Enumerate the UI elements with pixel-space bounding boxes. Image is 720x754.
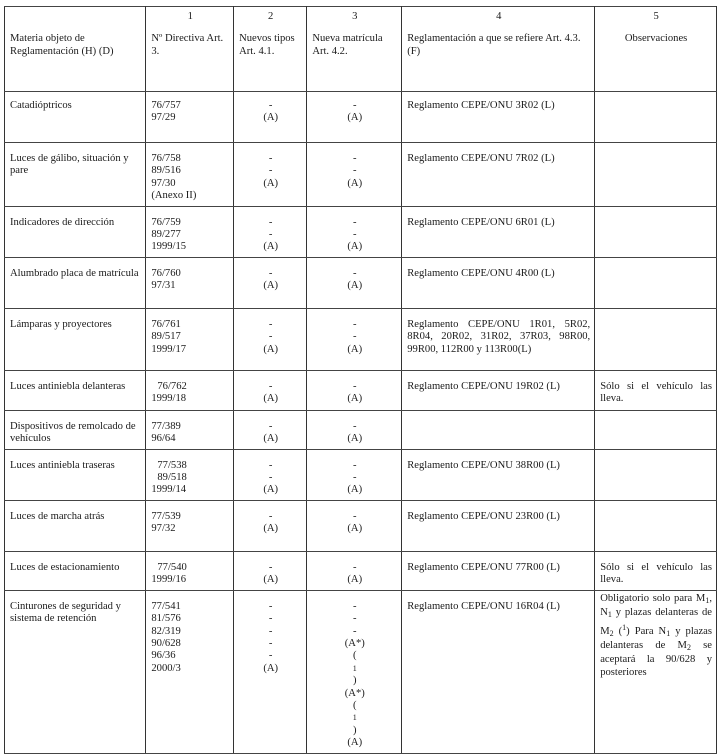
row-directives bbox=[146, 206, 234, 257]
directive-number: 97/29 bbox=[151, 112, 176, 124]
col-number-2: 2 bbox=[268, 11, 274, 22]
row-new-types bbox=[234, 551, 307, 590]
row-subject: Dispositivos de remolcado de vehículos bbox=[5, 410, 146, 449]
header-regulation-label: Reglamentación a que se refiere Art. 4.3. (F) bbox=[407, 33, 581, 57]
table-row bbox=[5, 206, 717, 257]
row-regulation: Reglamento CEPE/ONU 23R00 (L) bbox=[402, 500, 595, 551]
row-subject: Indicadores de dirección bbox=[5, 206, 146, 257]
row-subject: Luces antiniebla traseras bbox=[5, 449, 146, 500]
row-observations bbox=[595, 257, 717, 308]
header-new-types-label: Nuevos tipos Art. 4.1. bbox=[239, 33, 295, 57]
row-new-types bbox=[234, 206, 307, 257]
table-body bbox=[5, 92, 717, 754]
new-type-value: (A) bbox=[263, 280, 279, 292]
directive-number: 76/759 bbox=[151, 216, 181, 228]
header-row bbox=[5, 7, 717, 92]
row-observations bbox=[595, 410, 717, 449]
row-directives bbox=[146, 143, 234, 207]
directive-number: 77/540 bbox=[157, 561, 187, 573]
row-new-types bbox=[234, 449, 307, 500]
new-type-value: (A) bbox=[263, 343, 279, 355]
row-new-types bbox=[234, 257, 307, 308]
directive-number: 89/517 bbox=[151, 331, 181, 343]
directive-number: 1999/16 bbox=[151, 574, 187, 586]
row-regulation: Reglamento CEPE/ONU 4R00 (L) bbox=[402, 257, 595, 308]
table-row bbox=[5, 92, 717, 143]
new-registration-value: - bbox=[353, 472, 357, 484]
new-type-value: - bbox=[268, 100, 273, 111]
header-observations bbox=[595, 7, 717, 92]
directive-number: 1999/17 bbox=[151, 343, 187, 355]
new-registration-value: (A) bbox=[347, 112, 363, 124]
row-subject: Luces de estacionamiento bbox=[5, 551, 146, 590]
new-registration-value: - bbox=[353, 153, 357, 164]
row-regulation: Reglamento CEPE/ONU 6R01 (L) bbox=[402, 206, 595, 257]
row-new-types bbox=[234, 590, 307, 753]
directive-number: 89/277 bbox=[151, 229, 181, 241]
new-registration-value: - bbox=[353, 510, 357, 522]
col-number-3: 3 bbox=[352, 11, 358, 22]
row-directives bbox=[146, 92, 234, 143]
directive-number: 97/30 bbox=[151, 177, 176, 189]
new-type-value: - bbox=[268, 459, 273, 471]
new-registration-value: (A) bbox=[347, 177, 363, 189]
new-registration-value: (A*) ( 1 ) bbox=[344, 687, 365, 736]
directive-number: 1999/14 bbox=[151, 484, 187, 496]
table-row bbox=[5, 590, 717, 753]
row-subject: Luces de marcha atrás bbox=[5, 500, 146, 551]
new-registration-value: - bbox=[353, 613, 357, 625]
new-registration-value: (A) bbox=[347, 737, 363, 749]
directive-number: 76/758 bbox=[151, 153, 181, 164]
new-type-value: - bbox=[268, 625, 273, 637]
row-subject: Luces antiniebla delanteras bbox=[5, 370, 146, 410]
row-new-registration bbox=[307, 410, 402, 449]
directive-number: 97/31 bbox=[151, 280, 176, 292]
directive-number: 89/516 bbox=[151, 165, 181, 177]
header-directive bbox=[146, 7, 234, 92]
directive-number: (Anexo II) bbox=[151, 190, 197, 202]
col-number-4: 4 bbox=[496, 11, 502, 22]
new-registration-value: - bbox=[353, 625, 357, 637]
row-regulation: Reglamento CEPE/ONU 3R02 (L) bbox=[402, 92, 595, 143]
new-registration-value: - bbox=[353, 331, 357, 343]
col-number-1: 1 bbox=[187, 11, 193, 22]
new-registration-value: - bbox=[353, 318, 357, 330]
row-subject: Cinturones de seguridad y sistema de retención bbox=[5, 590, 146, 753]
new-type-value: - bbox=[268, 165, 273, 177]
new-registration-value: - bbox=[353, 267, 357, 279]
new-registration-value: (A*) ( 1 ) bbox=[344, 637, 365, 687]
regulation-table bbox=[4, 6, 717, 754]
new-registration-value: - bbox=[353, 100, 357, 111]
new-type-value: (A) bbox=[263, 662, 279, 674]
new-type-value: - bbox=[268, 267, 273, 279]
row-new-types bbox=[234, 500, 307, 551]
directive-number: 77/538 bbox=[157, 459, 187, 471]
directive-number: 77/541 bbox=[151, 600, 181, 612]
directive-number: 76/761 bbox=[151, 318, 181, 330]
new-type-value: - bbox=[268, 216, 273, 228]
table-row bbox=[5, 500, 717, 551]
row-observations: Sólo si el vehículo las lleva. bbox=[595, 370, 717, 410]
row-observations bbox=[595, 500, 717, 551]
row-new-registration bbox=[307, 551, 402, 590]
row-directives bbox=[146, 500, 234, 551]
table-row bbox=[5, 449, 717, 500]
header-new-registration-label: Nueva matrícula Art. 4.2. bbox=[312, 33, 383, 57]
new-type-value: - bbox=[268, 613, 273, 625]
directive-number: 96/36 bbox=[151, 650, 176, 662]
new-type-value: (A) bbox=[263, 574, 279, 586]
directive-number: 1999/18 bbox=[151, 393, 187, 405]
new-registration-value: (A) bbox=[347, 343, 363, 355]
row-regulation: Reglamento CEPE/ONU 1R01, 5R02, 8R04, 20R02, 31R02, 37R03, 98R00, 99R00, 112R00 y 113R00(L) bbox=[402, 308, 595, 370]
table-row bbox=[5, 551, 717, 590]
new-type-value: (A) bbox=[263, 484, 279, 496]
row-directives bbox=[146, 370, 234, 410]
new-type-value: (A) bbox=[263, 241, 279, 253]
table-row bbox=[5, 257, 717, 308]
new-type-value: - bbox=[268, 472, 273, 484]
new-type-value: (A) bbox=[263, 112, 279, 124]
row-new-registration bbox=[307, 449, 402, 500]
directive-number: 76/760 bbox=[151, 267, 181, 279]
row-directives bbox=[146, 449, 234, 500]
new-registration-value: (A) bbox=[347, 393, 363, 405]
row-subject: Catadióptricos bbox=[5, 92, 146, 143]
directive-number: 90/628 bbox=[151, 637, 181, 649]
row-regulation: Reglamento CEPE/ONU 77R00 (L) bbox=[402, 551, 595, 590]
col-number-5: 5 bbox=[653, 11, 659, 22]
row-directives bbox=[146, 308, 234, 370]
header-regulation bbox=[402, 7, 595, 92]
directive-number: 82/319 bbox=[151, 625, 181, 637]
row-new-types bbox=[234, 308, 307, 370]
table-row bbox=[5, 143, 717, 207]
row-regulation: Reglamento CEPE/ONU 38R00 (L) bbox=[402, 449, 595, 500]
row-new-registration bbox=[307, 143, 402, 207]
new-type-value: - bbox=[268, 153, 273, 164]
table-row bbox=[5, 410, 717, 449]
new-type-value: - bbox=[268, 510, 273, 522]
new-type-value: - bbox=[268, 600, 273, 612]
new-registration-value: (A) bbox=[347, 241, 363, 253]
new-type-value: - bbox=[268, 561, 273, 573]
directive-number: 76/757 bbox=[151, 100, 181, 111]
row-regulation: Reglamento CEPE/ONU 19R02 (L) bbox=[402, 370, 595, 410]
new-type-value: - bbox=[268, 420, 273, 432]
row-directives bbox=[146, 590, 234, 753]
row-directives bbox=[146, 410, 234, 449]
directive-number: 89/518 bbox=[157, 472, 187, 484]
new-type-value: (A) bbox=[263, 433, 279, 445]
new-registration-value: - bbox=[353, 600, 357, 612]
directive-number: 96/64 bbox=[151, 433, 176, 445]
directive-number: 97/32 bbox=[151, 523, 176, 535]
new-registration-value: (A) bbox=[347, 523, 363, 535]
table-row bbox=[5, 308, 717, 370]
header-new-registration bbox=[307, 7, 402, 92]
new-type-value: (A) bbox=[263, 177, 279, 189]
row-observations: Obligatorio solo para $M_1$, $N_1$ y plazas delanteras de $M_2$ ($^1$) Para $N_1$ y plazas delanteras de $M_2$ se aceptará la 90/628 y posteriores bbox=[595, 590, 717, 753]
header-subject bbox=[5, 7, 146, 92]
row-new-registration bbox=[307, 257, 402, 308]
row-new-registration bbox=[307, 308, 402, 370]
row-new-registration bbox=[307, 92, 402, 143]
new-registration-value: (A) bbox=[347, 433, 363, 445]
row-observations bbox=[595, 143, 717, 207]
row-new-types bbox=[234, 143, 307, 207]
new-registration-value: - bbox=[353, 459, 357, 471]
new-type-value: - bbox=[268, 318, 273, 330]
row-new-types bbox=[234, 410, 307, 449]
row-subject: Luces de gálibo, situación y pare bbox=[5, 143, 146, 207]
new-registration-value: - bbox=[353, 380, 357, 392]
row-subject: Alumbrado placa de matrícula bbox=[5, 257, 146, 308]
directive-number: 77/539 bbox=[151, 510, 181, 522]
new-registration-value: (A) bbox=[347, 484, 363, 496]
row-new-types bbox=[234, 370, 307, 410]
directive-number: 76/762 bbox=[157, 380, 187, 392]
header-directive-label: Nº Directiva Art. 3. bbox=[151, 33, 224, 57]
row-new-registration bbox=[307, 370, 402, 410]
new-type-value: - bbox=[268, 229, 273, 241]
new-registration-value: - bbox=[353, 165, 357, 177]
new-registration-value: - bbox=[353, 420, 357, 432]
header-subject-label: Materia objeto de Reglamentación (H) (D) bbox=[10, 33, 114, 57]
new-type-value: (A) bbox=[263, 523, 279, 535]
table-row bbox=[5, 370, 717, 410]
new-type-value: - bbox=[268, 637, 273, 649]
row-new-types bbox=[234, 92, 307, 143]
row-regulation: Reglamento CEPE/ONU 7R02 (L) bbox=[402, 143, 595, 207]
row-directives bbox=[146, 257, 234, 308]
new-type-value: (A) bbox=[263, 393, 279, 405]
row-observations bbox=[595, 308, 717, 370]
new-registration-value: - bbox=[353, 561, 357, 573]
row-new-registration bbox=[307, 500, 402, 551]
header-observations-label: Observaciones bbox=[624, 33, 688, 45]
row-directives bbox=[146, 551, 234, 590]
directive-number: 2000/3 bbox=[151, 662, 181, 674]
row-observations: Sólo si el vehículo las lleva. bbox=[595, 551, 717, 590]
new-registration-value: - bbox=[353, 229, 357, 241]
new-type-value: - bbox=[268, 380, 273, 392]
directive-number: 77/389 bbox=[151, 420, 181, 432]
header-new-types bbox=[234, 7, 307, 92]
row-observations bbox=[595, 449, 717, 500]
new-registration-value: (A) bbox=[347, 280, 363, 292]
new-registration-value: - bbox=[353, 216, 357, 228]
row-observations bbox=[595, 206, 717, 257]
row-observations bbox=[595, 92, 717, 143]
row-regulation: Reglamento CEPE/ONU 16R04 (L) bbox=[402, 590, 595, 753]
row-regulation bbox=[402, 410, 595, 449]
row-new-registration bbox=[307, 206, 402, 257]
directive-number: 1999/15 bbox=[151, 241, 187, 253]
row-new-registration bbox=[307, 590, 402, 753]
row-subject: Lámparas y proyectores bbox=[5, 308, 146, 370]
new-type-value: - bbox=[268, 650, 273, 662]
new-type-value: - bbox=[268, 331, 273, 343]
directive-number: 81/576 bbox=[151, 613, 181, 625]
new-registration-value: (A) bbox=[347, 574, 363, 586]
